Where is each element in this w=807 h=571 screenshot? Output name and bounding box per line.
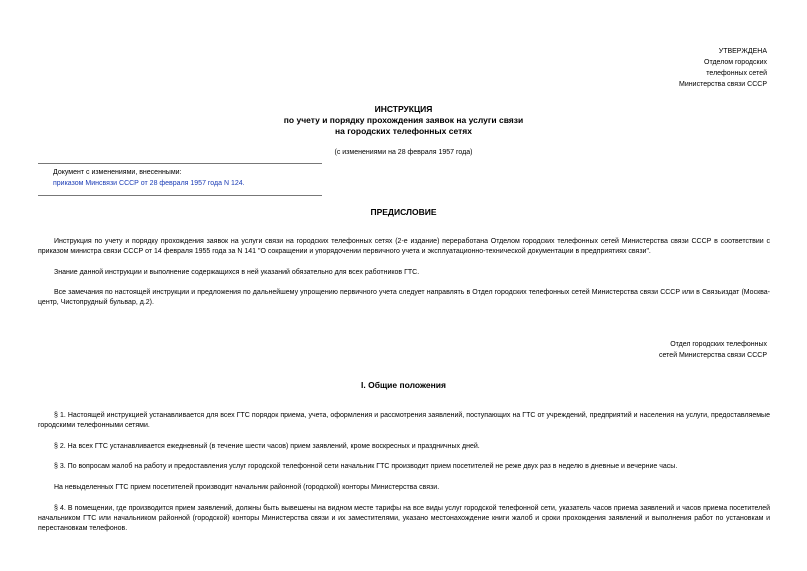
section-paragraph: § 1. Настоящей инструкцией устанавливается для всех ГТС порядок приема, учета, оформления и рассмотрения заявлений, поступающих на ГТС от учреждений, предприятий и населения на услуги, предоставляемые городскими телефонными сетями.	[38, 412, 770, 429]
title-line: ИНСТРУКЦИЯ	[374, 104, 433, 114]
section-paragraph: § 4. В помещении, где производится прием заявлений, должны быть вывешены на видном месте тарифы на все виды услуг городской телефонной сети, указатель часов приема заявлений и часов приема посетителей начальником ГТС или начальником районной (городской) конторы Министерства связи и их заместителями, указано местонахождение книги жалоб и сроки прохождения заявлений и выполнения работ по установкам и перестановкам телефонов.	[38, 505, 770, 532]
doc-changes-link[interactable]: приказом Минсвязи СССР от 28 февраля 1957 года N 124.	[53, 180, 245, 187]
section-paragraph: На невыделенных ГТС прием посетителей производит начальник районной (городской) конторы Министерства связи.	[54, 484, 440, 491]
preface-paragraph: Инструкция по учету и порядку прохождения заявок на услуги связи на городских телефонных сетях (2-е издание) переработана Отделом городских телефонных сетей Министерства связи СССР в соответствии с приказом министра связи СССР от 14 февраля 1955 года за N 141 "О сокращении и упорядочении первичного учета и эксплуатационно-технической документации в предприятиях связи".	[38, 238, 770, 255]
doc-changes-box	[38, 163, 322, 196]
title-line: по учету и порядку прохождения заявок на услуги связи	[283, 115, 524, 125]
approval-line: Министерства связи СССР	[679, 81, 767, 88]
document-subtitle: (с изменениями на 28 февраля 1957 года)	[334, 149, 473, 156]
preface-paragraph: Знание данной инструкции и выполнение содержащихся в ней указаний обязательно для всех работников ГТС.	[54, 269, 420, 276]
section-paragraph: § 2. На всех ГТС устанавливается ежедневный (в течение шести часов) прием заявлений, кроме воскресных и праздничных дней.	[54, 443, 480, 450]
section-paragraph: § 3. По вопросам жалоб на работу и предоставления услуг городской телефонной сети начальник ГТС производит прием посетителей не реже двух раз в неделю в дневные и вечерние часы.	[54, 463, 678, 470]
approval-line: телефонных сетей	[706, 70, 767, 77]
preface-heading: ПРЕДИСЛОВИЕ	[370, 207, 437, 217]
title-line: на городских телефонных сетях	[335, 126, 472, 136]
approval-block	[679, 46, 767, 90]
approval-line: УТВЕРЖДЕНА	[718, 48, 767, 55]
doc-changes-label: Документ с изменениями, внесенными:	[53, 169, 182, 176]
signature-line: Отдел городских телефонных	[670, 341, 767, 348]
signature-line: сетей Министерства связи СССР	[659, 352, 767, 359]
document-title	[0, 104, 807, 137]
approval-line: Отделом городских	[704, 59, 767, 66]
section-heading: I. Общие положения	[361, 380, 446, 390]
preface-signature	[659, 339, 767, 361]
preface-paragraph: Все замечания по настоящей инструкции и предложения по дальнейшему упрощению первичного учета следует направлять в Отдел городских телефонных сетей Министерства связи СССР или в Связьиздат (Москва-центр, Чистопрудный бульвар, д.2).	[38, 289, 770, 306]
